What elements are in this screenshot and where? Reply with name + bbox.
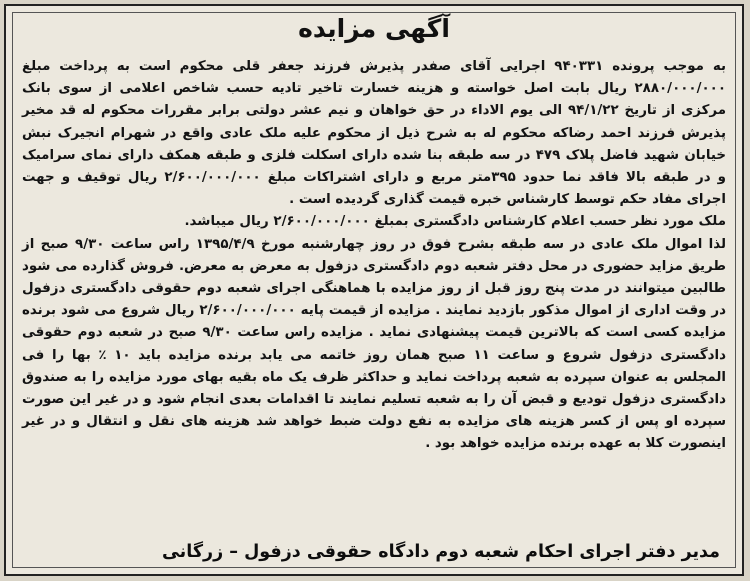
notice-paragraph-auction-terms: لذا اموال ملک عادی در سه طبقه بشرح فوق در روز چهارشنبه مورخ ۱۳۹۵/۴/۹ راس ساعت ۹/۳۰ صبح از طریق مزاید حضوری در محل دفتر شعبه دوم دادگستری دزفول به معرض به معرض. فروش گذارده می شود طالبین میتوانند در مدت پنج روز قبل از روز مزایده با هماهنگی اجرای شعبه دوم حقوقی دادگستری دزفول در وقت اداری از اموال مذکور بازدید نمایند . مزایده از قیمت پایه ۲/۶۰۰/۰۰۰/۰۰۰ ریال شروع می شود برنده مزایده کسی است که بالاترین قیمت پیشنهادی نماید . مزایده راس ساعت ۹/۳۰ صبح در شعبه دوم حقوقی دادگستری دزفول شروع و ساعت ۱۱ صبح همان روز خاتمه می یابد برنده مزایده باید ۱۰ ٪ بها را فی المجلس به عنوان سپرده به شعبه پرداخت نماید و حداکثر ظرف یک ماه بقیه بهای مورد مزایده را به صندوق دادگستری دزفول تودیع و قبض آن را به شعبه تسلیم نمایند تا اقدامات بعدی انجام شود و در غیر این صورت سپرده او پس از کسر هزینه های مزایده به نفع دولت ضبط خواهد شد هزینه های نقل و انتقال و در غیر اینصورت کلا به عهده برنده مزایده خواهد بود . — [22, 236, 727, 452]
notice-paragraph-appraisal: ملک مورد نظر حسب اعلام کارشناس دادگستری بمبلغ ۲/۶۰۰/۰۰۰/۰۰۰ ریال میباشد. — [184, 214, 726, 230]
notice-title: آگهی مزایده — [298, 14, 450, 43]
notice-body — [22, 56, 726, 456]
notice-paragraph-case: به موجب پرونده ۹۴۰۳۳۱ اجرایی آقای صفدر پذیرش فرزند جعفر قلی محکوم است به پرداخت مبلغ ۲۸۸۰/۰۰۰/۰۰۰ ریال بابت اصل خواسته و هزینه خسارت تاخیر تادیه حسب شاخص اعلامی از سوی بانک مرکزی از تاریخ ۹۴/۱/۲۲ الی یوم الاداء در حق خواهان و نیم عشر دولتی برابر مقررات محکوم له قد مخیر پذیرش فرزند احمد رضاکه محکوم له به شرح ذیل از محکوم علیه ملک عادی واقع در شهرام انجیرک نبش خیابان شهید فاضل پلاک ۴۷۹ در سه طبقه بنا شده دارای اسکلت فلزی و طبقه همکف دارای نمای سرامیک و در طبقه بالا فاقد نما حدود ۳۹۵متر مربع و دارای اشتراکات مبلغ ۲/۶۰۰/۰۰۰/۰۰۰ ریال توقیف و جهت اجرای مفاد حکم توسط کارشناس خبره قیمت گذاری گردیده است . — [22, 59, 727, 208]
notice-sheet — [4, 4, 744, 576]
notice-signature: مدیر دفتر اجرای احکام شعبه دوم دادگاه حقوقی دزفول – زرگانی — [161, 542, 720, 562]
